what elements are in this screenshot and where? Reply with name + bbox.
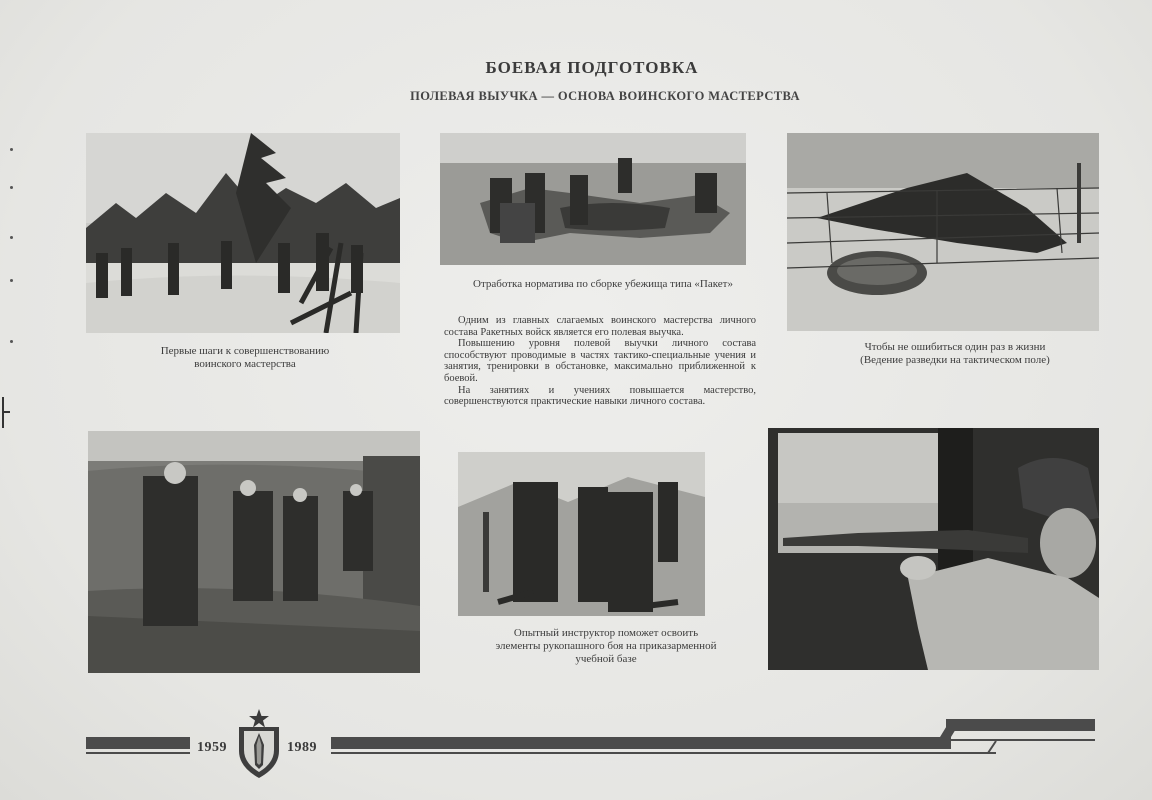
caption-line: Чтобы не ошибиться один раз в жизни bbox=[864, 341, 1046, 353]
caption-line: воинского мастерства bbox=[194, 358, 296, 370]
caption-hand-to-hand bbox=[456, 627, 756, 666]
caption-line: (Ведение разведки на тактическом поле) bbox=[860, 354, 1050, 366]
photo-first-steps bbox=[86, 133, 400, 333]
footer-bar-main bbox=[331, 737, 951, 749]
caption-paket-shelter: Отработка норматива по сборке убежища типа «Пакет» bbox=[473, 278, 733, 290]
page-title: БОЕВАЯ ПОДГОТОВКА bbox=[485, 58, 699, 77]
body-text bbox=[444, 315, 756, 408]
caption-line: учебной базе bbox=[575, 653, 637, 665]
photo-rifleman bbox=[768, 428, 1099, 670]
photo-paket-shelter bbox=[440, 133, 746, 265]
margin-dot bbox=[10, 279, 13, 282]
body-paragraph: Повышению уровня полевой выучки личного состава способствуют проводимые в частях тактико-специальные учения и занятия, тренировки в обстановке, максимально приближенной к боевой. bbox=[444, 338, 756, 384]
margin-dot bbox=[10, 148, 13, 151]
caption-line: Первые шаги к совершенствованию bbox=[160, 345, 330, 357]
footer-line-left bbox=[86, 752, 190, 754]
caption-line: Опытный инструктор поможет освоить bbox=[513, 627, 699, 639]
caption-recon bbox=[810, 341, 1100, 367]
photo-trench-run bbox=[88, 431, 420, 673]
photo-hand-to-hand bbox=[458, 452, 705, 616]
margin-dot bbox=[10, 186, 13, 189]
page-subtitle: ПОЛЕВАЯ ВЫУЧКА — ОСНОВА ВОИНСКОГО МАСТЕРСТВА bbox=[410, 89, 800, 103]
caption-line: элементы рукопашного боя на приказарменной bbox=[495, 640, 717, 652]
footer-line-main bbox=[331, 752, 996, 754]
margin-dot bbox=[10, 340, 13, 343]
body-paragraph: На занятиях и учениях повышается мастерство, совершенствуются практические навыки личного состава. bbox=[444, 384, 756, 408]
footer-diagonal bbox=[940, 719, 1000, 755]
year-end: 1989 bbox=[287, 740, 317, 755]
photo-recon bbox=[787, 133, 1099, 331]
margin-dot bbox=[10, 236, 13, 239]
rocket-shield-emblem bbox=[236, 709, 282, 779]
body-paragraph: Одним из главных слагаемых воинского мастерства личного состава Ракетных войск является его полевая выучка. bbox=[444, 315, 756, 338]
caption-first-steps bbox=[130, 345, 360, 371]
footer-bar-left bbox=[86, 737, 190, 749]
binder-mark bbox=[0, 395, 12, 430]
year-start: 1959 bbox=[197, 740, 227, 755]
